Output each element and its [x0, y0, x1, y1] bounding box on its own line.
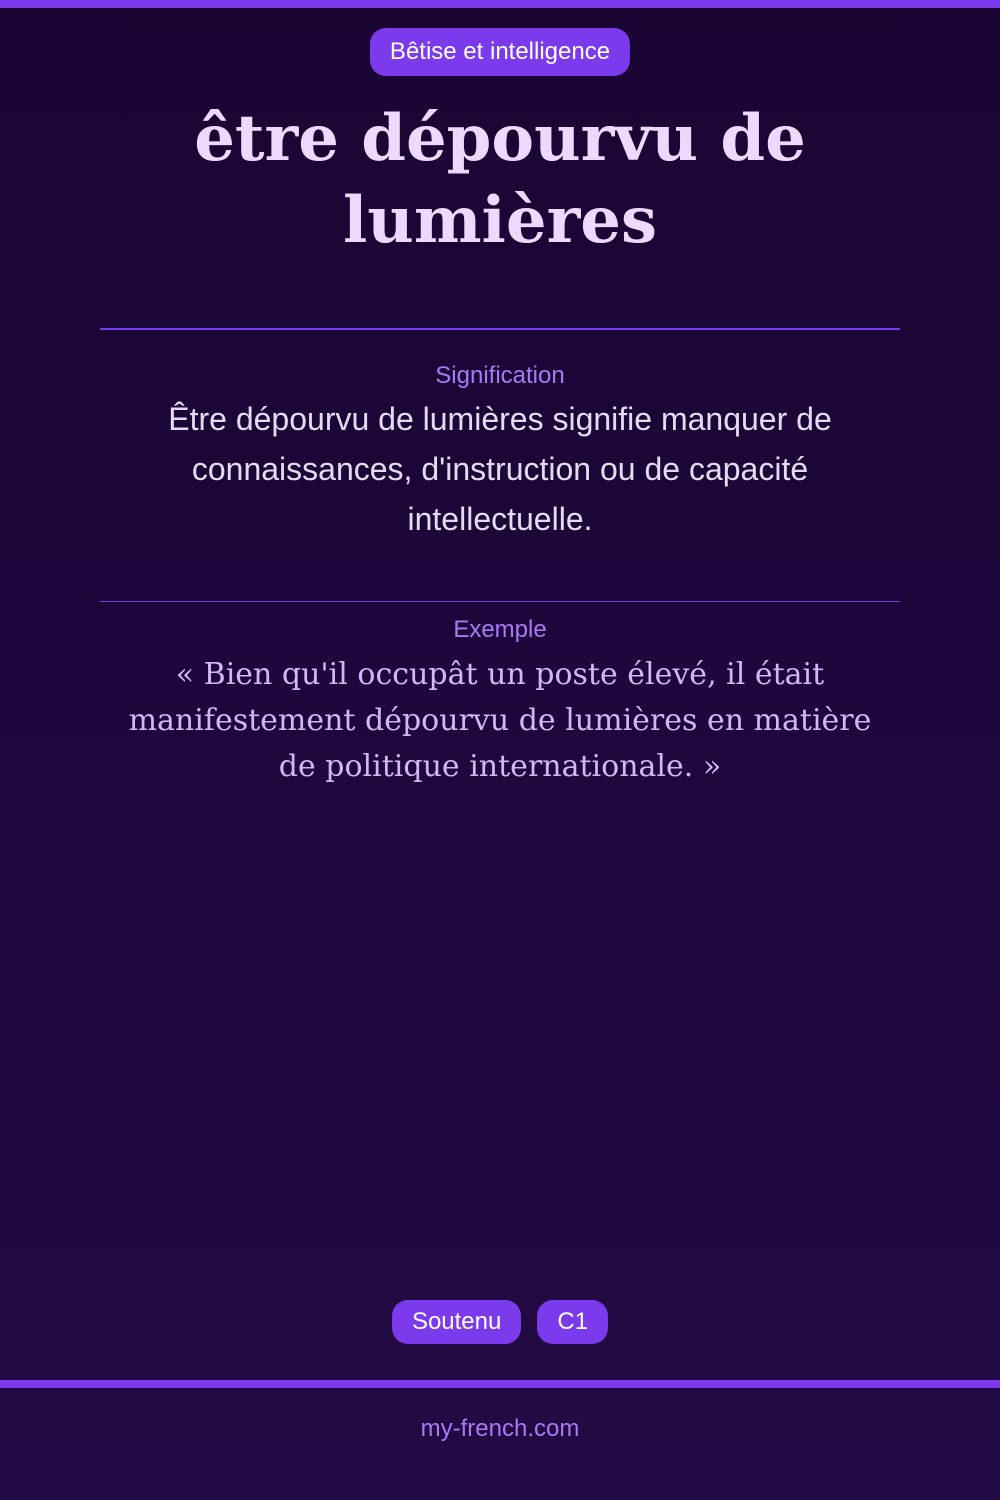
category-badge: Bêtise et intelligence: [370, 28, 630, 76]
meaning-label: Signification: [435, 362, 565, 389]
bottom-accent-bar: [0, 1380, 1000, 1388]
meaning-text: Être dépourvu de lumières signifie manquer de connaissances, d'instruction ou de capacité intellectuelle.: [168, 401, 832, 537]
register-tag: Soutenu: [392, 1300, 521, 1344]
divider: [100, 328, 900, 330]
top-accent-bar: [0, 0, 1000, 8]
example-label: Exemple: [453, 616, 547, 643]
site-footer: my-french.com: [420, 1415, 580, 1442]
divider: [100, 601, 900, 602]
level-tag: C1: [537, 1300, 608, 1344]
expression-title: être dépourvu de lumières: [194, 101, 806, 258]
tag-list: [0, 1300, 1000, 1344]
example-text: « Bien qu'il occupât un poste élevé, il était manifestement dépourvu de lumières en matière de politique internationale. »: [128, 657, 872, 784]
